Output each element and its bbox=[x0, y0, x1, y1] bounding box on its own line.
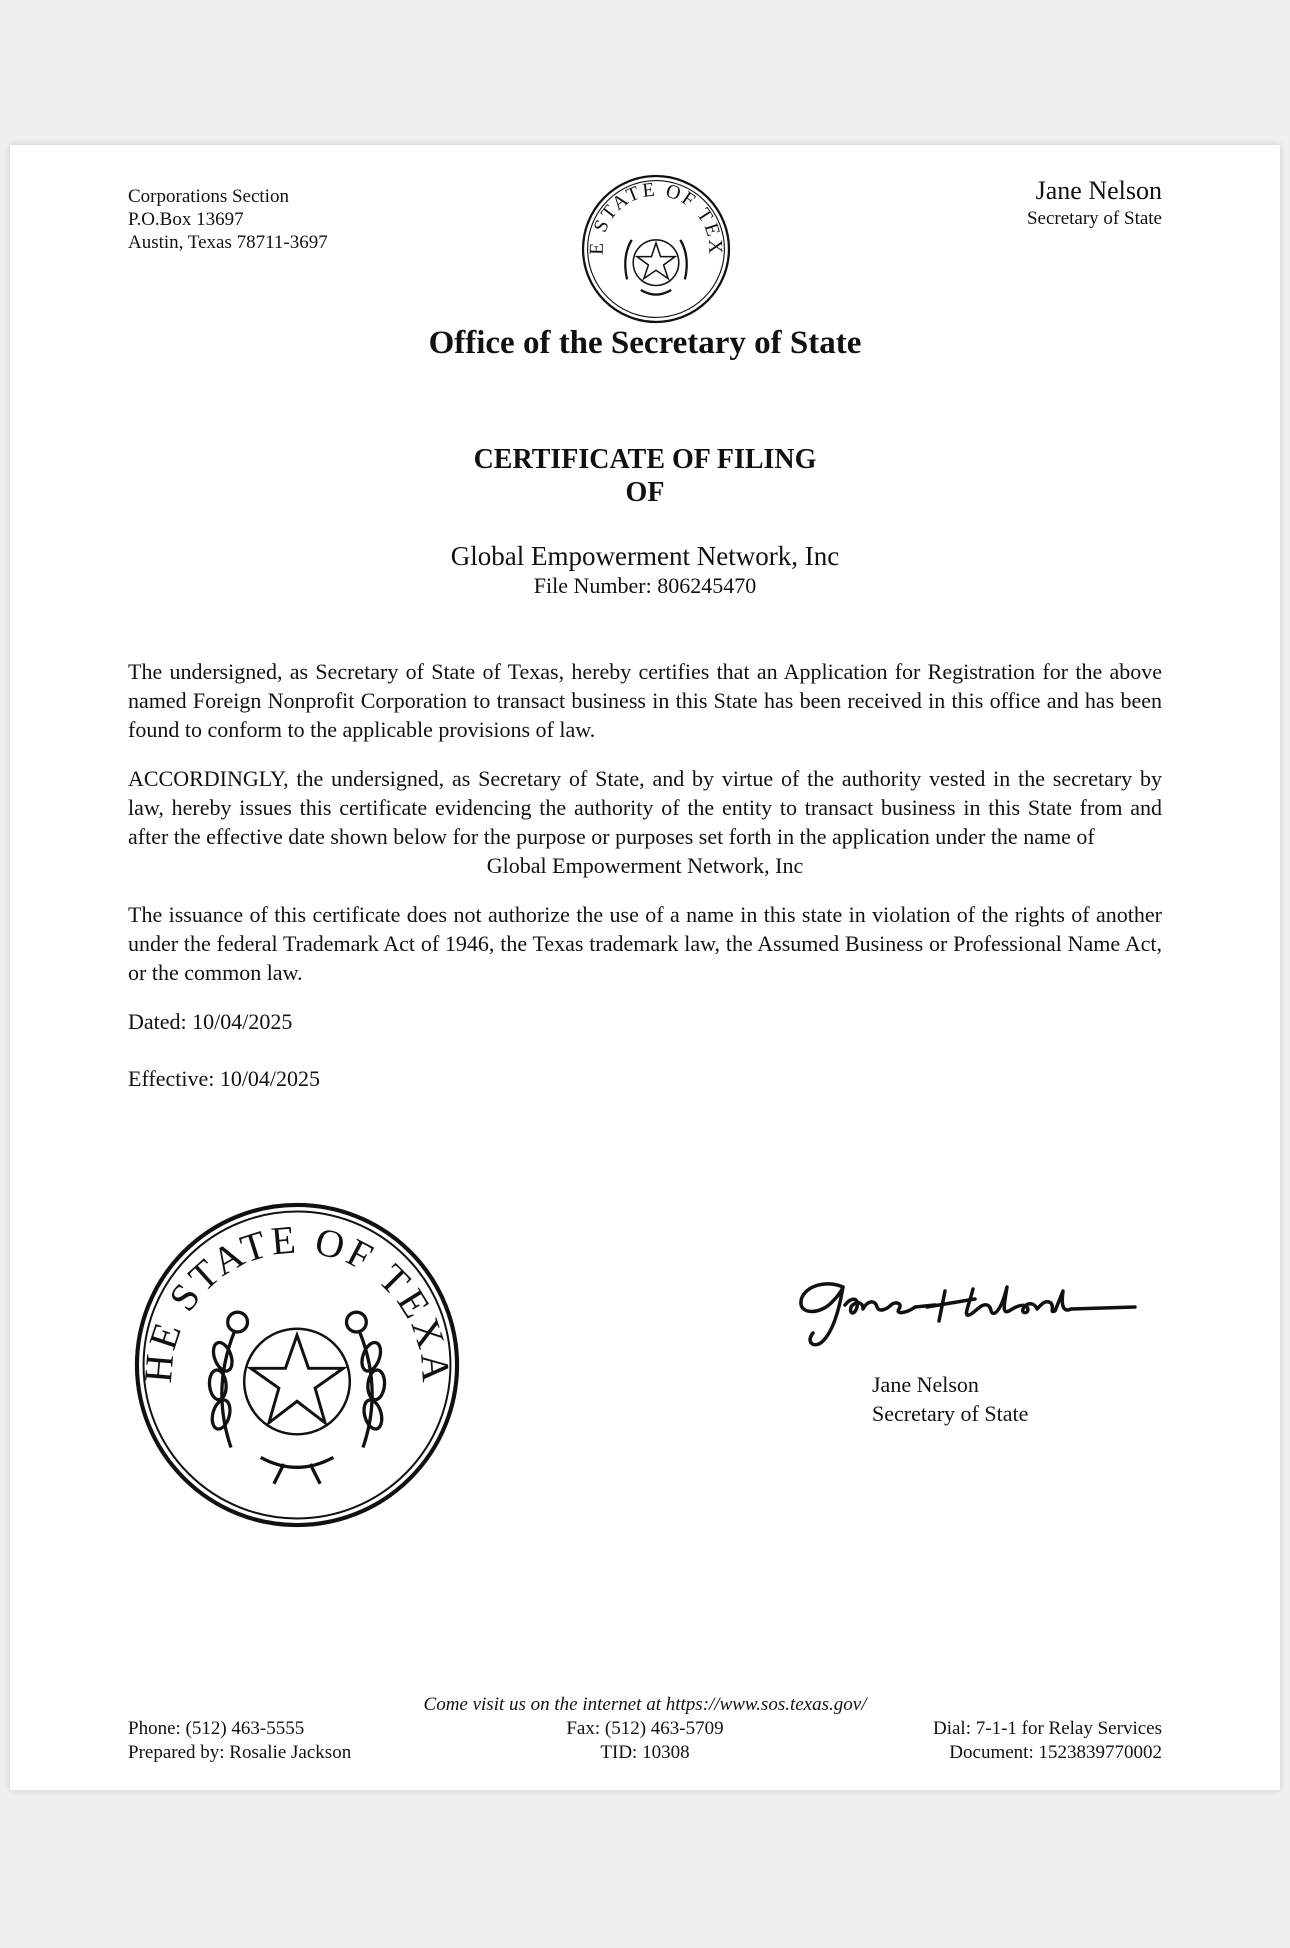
paragraph-registration: The undersigned, as Secretary of State of Texas, hereby certifies that an Application for Registration for the above named Foreign Nonprofit Corporation to transact business in this State has been received in this office and has been found to conform to the applicable provisions of law. bbox=[128, 659, 1162, 742]
texas-seal-small-icon bbox=[580, 173, 732, 325]
signer-name: Jane Nelson bbox=[872, 1372, 979, 1397]
certificate-body bbox=[128, 657, 1162, 1093]
footer-prepared-by: Prepared by: Rosalie Jackson bbox=[128, 1742, 352, 1763]
paragraph-trademark: The issuance of this certificate does not authorize the use of a name in this state in violation of the rights of another under the federal Trademark Act of 1946, the Texas trademark law, the Assumed Business or Professional Name Act, or the common law. bbox=[128, 902, 1162, 985]
entity-block bbox=[10, 540, 1280, 600]
website-notice: Come visit us on the internet at https://www.sos.texas.gov/ bbox=[423, 1694, 867, 1715]
page-footer bbox=[128, 1693, 1162, 1765]
footer-document-number: Document: 1523839770002 bbox=[949, 1742, 1162, 1763]
secretary-name: Jane Nelson bbox=[1035, 176, 1162, 205]
entity-name: Global Empowerment Network, Inc bbox=[450, 541, 840, 571]
dated: Dated: 10/04/2025 bbox=[128, 1009, 293, 1034]
footer-tid: TID: 10308 bbox=[600, 1742, 690, 1763]
signer-block bbox=[872, 1370, 1028, 1428]
secretary-header bbox=[1027, 175, 1162, 231]
address-line-1: Corporations Section bbox=[128, 186, 289, 207]
office-title: Office of the Secretary of State bbox=[428, 325, 862, 361]
certificate-title-line1: CERTIFICATE OF FILING bbox=[473, 444, 817, 475]
signature-text: Jane Nelson bbox=[795, 1353, 805, 1355]
svg-text:THE STATE OF TEXAS: E STATE OF TEX bbox=[585, 178, 727, 257]
office-address bbox=[128, 185, 328, 254]
signer-title: Secretary of State bbox=[872, 1401, 1029, 1426]
footer-phone: Phone: (512) 463-5555 bbox=[128, 1718, 305, 1739]
entity-name-repeat: Global Empowerment Network, Inc bbox=[486, 853, 804, 878]
address-line-2: P.O.Box 13697 bbox=[128, 209, 244, 230]
certificate-title bbox=[10, 443, 1280, 509]
effective-date: Effective: 10/04/2025 bbox=[128, 1066, 321, 1091]
certificate-title-line2: OF bbox=[625, 477, 665, 508]
signature-icon bbox=[795, 1265, 1145, 1355]
footer-relay: Dial: 7-1-1 for Relay Services bbox=[933, 1718, 1162, 1739]
footer-fax: Fax: (512) 463-5709 bbox=[566, 1718, 724, 1739]
file-number: File Number: 806245470 bbox=[533, 573, 757, 598]
paragraph-accordingly: ACCORDINGLY, the undersigned, as Secretary of State, and by virtue of the authority vested in the secretary by law, hereby issues this certificate evidencing the authority of the entity to transact business in this State from and after the effective date shown below for the purpose or purposes set forth in the application under the name of bbox=[128, 766, 1162, 849]
svg-text:THE STATE OF TEXAS: HE STATE OF TEXA bbox=[135, 1217, 459, 1387]
address-line-3: Austin, Texas 78711-3697 bbox=[128, 232, 328, 253]
secretary-title: Secretary of State bbox=[1026, 208, 1162, 229]
texas-seal-large-icon bbox=[132, 1200, 462, 1530]
certificate-page bbox=[10, 145, 1280, 1790]
